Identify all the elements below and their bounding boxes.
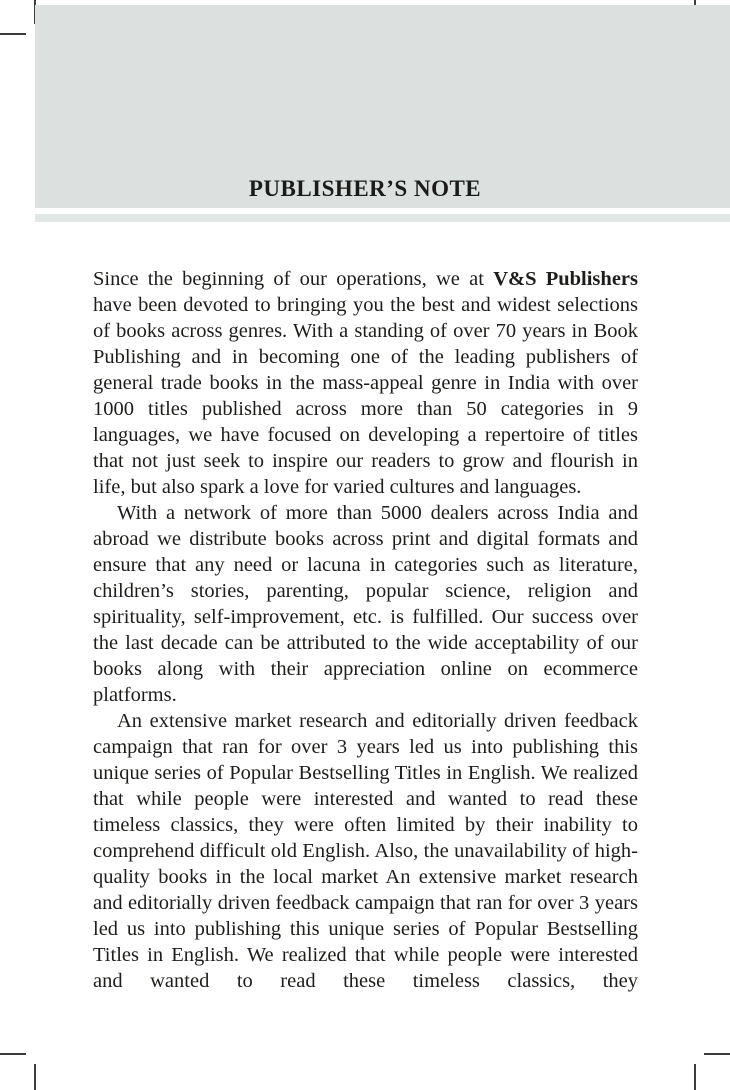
publisher-name-bold: V&S Publishers bbox=[493, 268, 638, 290]
paragraph-1-text-before-bold: Since the beginning of our operations, we at bbox=[93, 268, 494, 290]
paragraph-3: An extensive market research and editorially driven feedback campaign that ran for over 3 years led us into publishing this unique series of Popular Bestselling Titles in English. We realized that while people were interested and wanted to read these timeless classics, they were often limited by their inability to comprehend difficult old English. Also, the unavailability of high-quality books in the local market An extensive market research and editorially driven feedback campaign that ran for over 3 years led us into publishing this unique series of Popular Bestselling Titles in English. We realized that while people were interested and wanted to read these timeless classics, they bbox=[93, 710, 638, 992]
publisher-note-body bbox=[93, 266, 638, 994]
crop-mark-bottom-left-horizontal bbox=[0, 1053, 26, 1055]
page-title: PUBLISHER’S NOTE bbox=[248, 176, 482, 201]
paragraph-2: With a network of more than 5000 dealers across India and abroad we distribute books across print and digital formats and ensure that any need or lacuna in categories such as literature, children’s stories, parenting, popular science, religion and spirituality, self-improvement, etc. is fulfilled. Our success over the last decade can be attributed to the wide acceptability of our books along with their appreciation online on ecommerce platforms. bbox=[93, 502, 638, 706]
paragraph-1-text-after-bold: have been devoted to bringing you the best and widest selections of books across genres. With a standing of over 70 years in Book Publishing and in becoming one of the leading publishers of general trade books in the mass-appeal genre in India with over 1000 titles published across more than 50 categories in 9 languages, we have focused on developing a repertoire of titles that not just seek to inspire our readers to grow and flourish in life, but also spark a love for varied cultures and languages. bbox=[93, 294, 638, 498]
header-accent-strip bbox=[35, 214, 730, 222]
crop-mark-top-left-horizontal bbox=[0, 33, 26, 35]
crop-mark-bottom-right-vertical bbox=[694, 1064, 696, 1090]
chapter-header-band bbox=[35, 5, 730, 208]
crop-mark-bottom-right-horizontal bbox=[704, 1053, 730, 1055]
crop-mark-bottom-left-vertical bbox=[34, 1064, 36, 1090]
paragraph-1 bbox=[93, 266, 638, 500]
